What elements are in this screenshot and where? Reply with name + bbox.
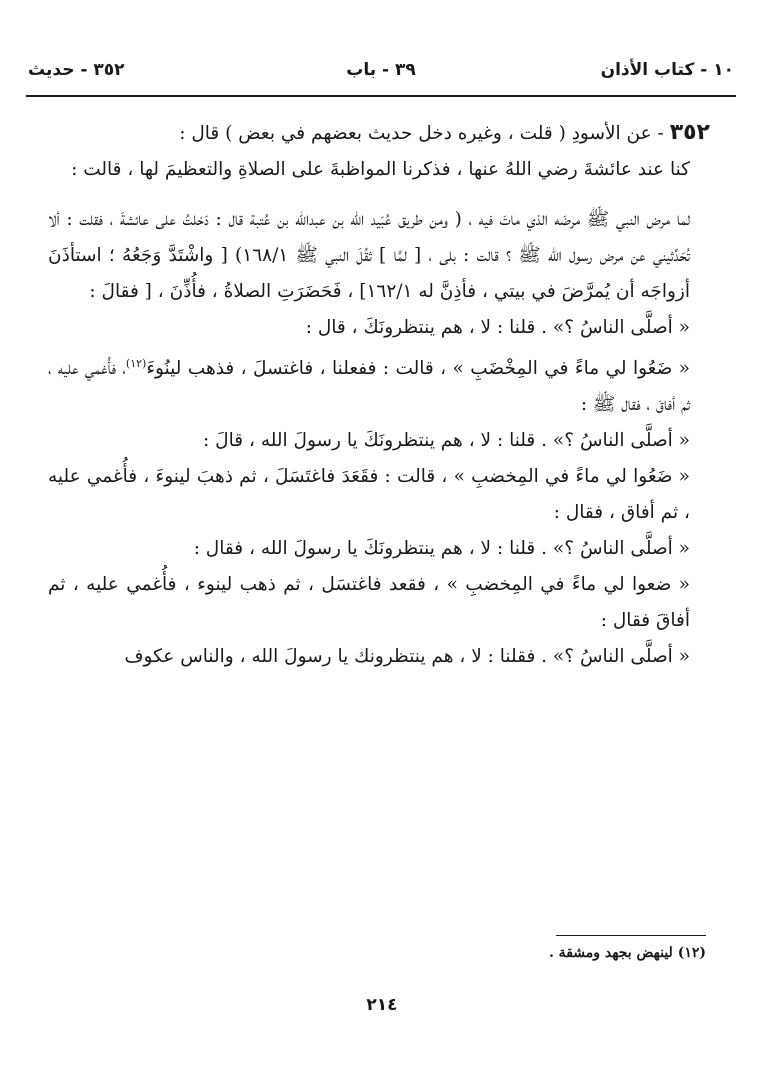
footnote-divider: [556, 935, 706, 936]
book-title: ١٠ - كتاب الأذان: [600, 60, 734, 80]
chapter-title: ٣٩ - باب: [346, 60, 416, 80]
paragraph: « ضَعُوا لي ماءً في المِخضبِ » ، قالت : فقَعَدَ فاغتَسَلَ ، ثم ذهبَ لينوءَ ، فأُغمي عليه ، ثم أفاق ، فقال :: [48, 466, 690, 524]
running-header: [28, 58, 734, 88]
paragraph: « ضَعُوا لي ماءً في المِخْضَبِ » ، قالت : ففعلنا ، فاغتسلَ ، فذهب لينُوءَ$^{(١٢)}$، فأُغمي عليه ، ثم أفاقَ ، فقال ﷺ :: [48, 357, 690, 416]
paragraph: « أصلَّى الناسُ ؟» . فقلنا : لا ، هم ينتظرونك يا رسولَ الله ، والناس عكوف: [124, 646, 690, 668]
paragraph: « أصلَّى الناسُ ؟» . قلنا : لا ، هم ينتظرونَكَ يا رسولَ الله ، قالَ :: [203, 430, 690, 452]
hadith-text: [48, 115, 710, 675]
page-number: ٢١٤: [366, 995, 398, 1015]
footnote: (١٢) لينهض بجهد ومشقة .: [548, 945, 706, 961]
paragraph: كنا عند عائشةَ رضي اللهُ عنها ، فذكرنا المواظبةَ على الصلاةِ والتعظيمَ لها ، قالت :: [71, 159, 690, 180]
paragraph: « ضعوا لي ماءً في المِخضبِ » ، فقعد فاغتسَل ، ثم ذهب لينوء ، فأُغمي عليه ، ثم أفاقَ فقال :: [48, 574, 690, 632]
paragraph: لما مرض النبي ﷺ مرضَه الذي ماتَ فيه ، ( ومن طريق عُبَيد الله بن عبدالله بن عُتبة قال : دَخلتُ على عائشةَ ، فقلت : ألا تُحَدِّثيني عن مرض رسول الله ﷺ ؟ قالت : بلى ، [ لمَّا ] ثقُلَ النبي ﷺ ١٦٨/١) [ واشْتَدَّ وَجَعُهُ ؛ استأذَنَ أزواجَه أن يُمرَّضَ في بيتي ، فأذِنَّ له ١٦٢/١] ، فَحَضَرَتِ الصلاةُ ، فأُذِّنَ ، [ فقالَ :: [48, 209, 690, 302]
header-divider: [26, 95, 736, 97]
hadith-label: ٣٥٢ - حديث: [28, 60, 125, 80]
footnote-marker: (١٢): [125, 357, 147, 370]
paragraph: « أصلَّى الناسُ ؟» . قلنا : لا ، هم ينتظرونَكَ ، قال :: [305, 317, 690, 338]
paragraph-opening: ٣٥٢ - عن الأسودِ ( قلت ، وغيره دخل حديث بعضهم في بعض ) قال :: [179, 120, 710, 145]
paragraph: « أصلَّى الناسُ ؟» . قلنا : لا ، هم ينتظرونَكَ يا رسولَ الله ، فقال :: [193, 538, 690, 560]
hadith-number: ٣٥٢: [669, 120, 710, 145]
